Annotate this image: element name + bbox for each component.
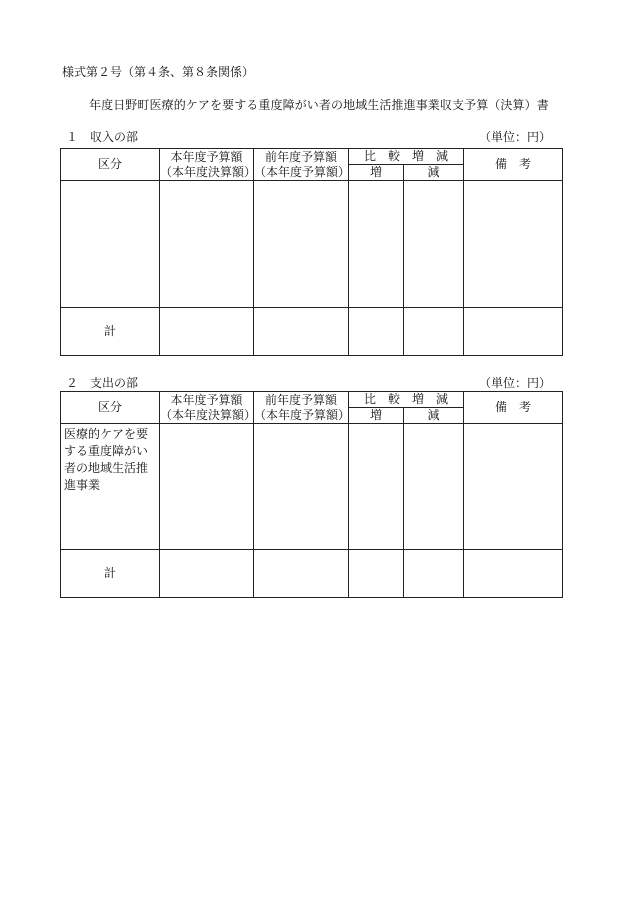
- income-total-previous-cell[interactable]: [254, 308, 349, 356]
- header-current-budget-label: 本年度予算額: [170, 149, 243, 164]
- expense-total-decrease-cell[interactable]: [404, 550, 464, 598]
- income-total-current-cell[interactable]: [160, 308, 254, 356]
- expense-total-increase-cell[interactable]: [349, 550, 404, 598]
- expense-total-previous-cell[interactable]: [254, 550, 349, 598]
- expense-remarks-cell[interactable]: [464, 424, 563, 550]
- expense-increase-cell[interactable]: [349, 424, 404, 550]
- header-increase: 増: [349, 165, 404, 181]
- expense-data-row: [61, 424, 563, 550]
- header-comparison: 比 較 増 減: [349, 149, 464, 165]
- income-category-cell[interactable]: [61, 181, 160, 308]
- expense-header-previous-budget: [254, 392, 349, 424]
- income-section-label: １ 収入の部: [66, 130, 139, 144]
- income-total-decrease-cell[interactable]: [404, 308, 464, 356]
- expense-header-current-budget: [160, 392, 257, 424]
- income-total-label: 計: [61, 308, 160, 356]
- income-table: [60, 148, 563, 356]
- expense-header-comparison: 比 較 増 減: [349, 392, 464, 408]
- expense-item-label: 医療的ケアを要する重度障がい者の地域生活推進事業: [61, 424, 160, 550]
- expense-header-previous-sub-label: （本年度予算額）: [254, 407, 351, 422]
- income-unit-label: （単位：円）: [478, 130, 551, 144]
- header-decrease: 減: [404, 165, 464, 181]
- expense-total-remarks-cell[interactable]: [464, 550, 563, 598]
- income-data-row: [61, 181, 563, 308]
- income-previous-budget-cell[interactable]: [254, 181, 349, 308]
- document-title: 年度日野町医療的ケアを要する重度障がい者の地域生活推進事業収支予算（決算）書: [89, 98, 549, 112]
- expense-header-decrease: 減: [404, 408, 464, 424]
- income-total-row: [61, 308, 563, 356]
- income-total-remarks-cell[interactable]: [464, 308, 563, 356]
- income-remarks-cell[interactable]: [464, 181, 563, 308]
- expense-section-label: ２ 支出の部: [66, 376, 139, 390]
- header-category: 区分: [61, 149, 160, 181]
- expense-table: [60, 391, 563, 598]
- header-previous-sub-label: （本年度予算額）: [254, 164, 351, 179]
- expense-header-increase: 増: [349, 408, 404, 424]
- income-total-increase-cell[interactable]: [349, 308, 404, 356]
- header-current-budget: [160, 149, 257, 181]
- header-previous-budget: [254, 149, 349, 181]
- expense-header-current-budget-label: 本年度予算額: [170, 392, 243, 407]
- header-current-settlement-label: （本年度決算額）: [160, 164, 257, 179]
- header-remarks: 備 考: [464, 149, 563, 181]
- income-decrease-cell[interactable]: [404, 181, 464, 308]
- form-number: 様式第２号（第４条、第８条関係）: [62, 65, 255, 79]
- expense-header-category: 区分: [61, 392, 160, 424]
- header-previous-budget-label: 前年度予算額: [264, 149, 337, 164]
- expense-current-budget-cell[interactable]: [160, 424, 254, 550]
- income-current-budget-cell[interactable]: [160, 181, 254, 308]
- expense-header-previous-budget-label: 前年度予算額: [264, 392, 337, 407]
- expense-total-row: [61, 550, 563, 598]
- expense-total-label: 計: [61, 550, 160, 598]
- expense-header-current-settlement-label: （本年度決算額）: [160, 407, 257, 422]
- expense-decrease-cell[interactable]: [404, 424, 464, 550]
- expense-unit-label: （単位：円）: [478, 376, 551, 390]
- expense-header-remarks: 備 考: [464, 392, 563, 424]
- income-increase-cell[interactable]: [349, 181, 404, 308]
- expense-total-current-cell[interactable]: [160, 550, 254, 598]
- expense-previous-budget-cell[interactable]: [254, 424, 349, 550]
